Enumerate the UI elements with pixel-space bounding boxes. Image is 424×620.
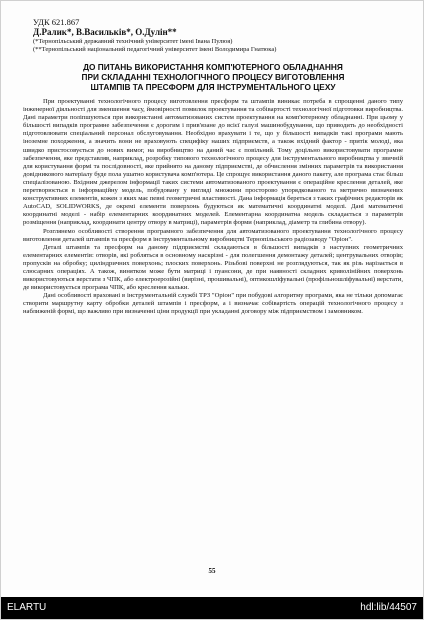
paragraph: Деталі штампів та пресформ на даному підприємстві складаються в більшості випадків з наступних геометричних елементарних елементів: отворів, які робляться в основному наскрізні - для полегшення демонтажу деталей; центрувальних отворів; пропусків на обробку; циліндричних поверхонь; плоских поверхонь. Різьбові поверхні не розглядуються, так як різь нарізається в слюсарних операціях. А також, винятком може бути матриці і пуансони, де при наявності складних криволінійних поверхонь використовуються верстати з ЧПК, або електроерозійні (вирізні, прошивальні), оптикошліфувальні (профільношліфувальні) верстати, де використовується програма ЧПК, або креслення кальки.: [23, 243, 403, 292]
authors: Д.Ралик*, В.Васильків*, О.Дулін**: [33, 27, 177, 37]
affiliation-2: (**Тернопільський національний педагогічний університет імені Володимира Гнатюка): [33, 46, 277, 53]
page-content: [23, 17, 403, 317]
repository-name: ELARTU: [7, 602, 47, 613]
title-line: ДО ПИТАНЬ ВИКОРИСТАННЯ КОМП'ЮТЕРНОГО ОБЛАДНАННЯ: [83, 62, 343, 72]
paragraph: Розглянемо особливості створення програмного забезпечення для автоматизованого проектування технологічного процесу виготовлення деталей штампів та пресформ в інструментальному виробництві Тернопільського радіозаводу "Оріон".: [23, 227, 403, 243]
paper-body: [23, 98, 403, 317]
paragraph: Дані особливості враховані в інструментальній службі ТРЗ "Оріон" при побудові алгоритму програми, яка не тільки допомагає створити маршрутну карту обробки деталей штампів і пресформ, а і визначає собівартість операцій технологічного процесу з наближеній формі, що важливо при визначенні ціни продукції при укладанні договору між підприємством і замовником.: [23, 292, 403, 316]
affiliation-1: (*Тернопільський державний технічний університет імені Івана Пулюя): [33, 38, 233, 45]
paragraph: При проектуванні технологічного процесу виготовлення пресформ та штампів виникає потреба в спрощенні даного типу інженерної діяльності для зменшення часу, ймовірності помилок проектування та собівартості технологічної підготовки виробництва. Дані параметри поліпшуються при використанні автоматизованих систем проектування на комп'ютерному обладнанні. При цьому у більшості випадків програмне забезпечення є дорогим і прив'язане до всієї галузі машинобудування, що приводить до необхідності підготовлювати спеціальний персонал обслуговування. Необхідно врахувати і те, що у більшості випадків такі програми мають іноземне походження, а значить вони не враховують специфіку наших підприємств, а також вхідний фактор - притік молоді, яка швидко пристосовується до нових вимог, на виробництво на даний час є повільний. Тому доцільно використовувати програмне забезпечення, яке представляв, наприклад, розробку типового технологічного процесу для інструментального виробництва у звичній для користування формі та послідовності, яке прийнято на даному підприємстві, де обчислення змінних параметрів та використання довідникового матеріалу буде пола ушатно користувача комп'ютера. Це спрощує використання даного пакету, але програма стає більш спеціалізованою. Вхідним джерелом інформації таких системи автоматизованого проектування є операційне креслення деталей, яке перетворюється в інформаційну модель, побудовану у вигляді множини просторово упорядкованого та метрично визначених конструктивних елементів, кожен з яких має певні геометричні властивості. Дана інформація береться з таких графічних редакторів як AutoCAD, SOLIDWORKS, де окремі елементи поверхонь будуються як математичні координатні моделі. Дані математичні координатні моделі - набір елементарних координатних моделей. Елементарна координатна модель складається з параметрів розміщення (наприклад, координати центру отвору в матриці), параметрів форми (наприклад, діаметр та глибина отвору).: [23, 98, 403, 227]
title-line: ШТАМПІВ ТА ПРЕСФОРМ ДЛЯ ІНСТРУМЕНТАЛЬНОГО ЦЕХУ: [90, 82, 336, 92]
page-number: 55: [208, 567, 216, 575]
udc-code: УДК 621.867: [33, 17, 80, 27]
repository-footer: [1, 597, 423, 619]
handle-id: hdl:lib/44507: [360, 602, 417, 613]
paper-title: [23, 62, 403, 92]
title-line: ПРИ СКЛАДАННІ ТЕХНОЛОГІЧНОГО ПРОЦЕСУ ВИГОТОВЛЕННЯ: [81, 72, 345, 82]
